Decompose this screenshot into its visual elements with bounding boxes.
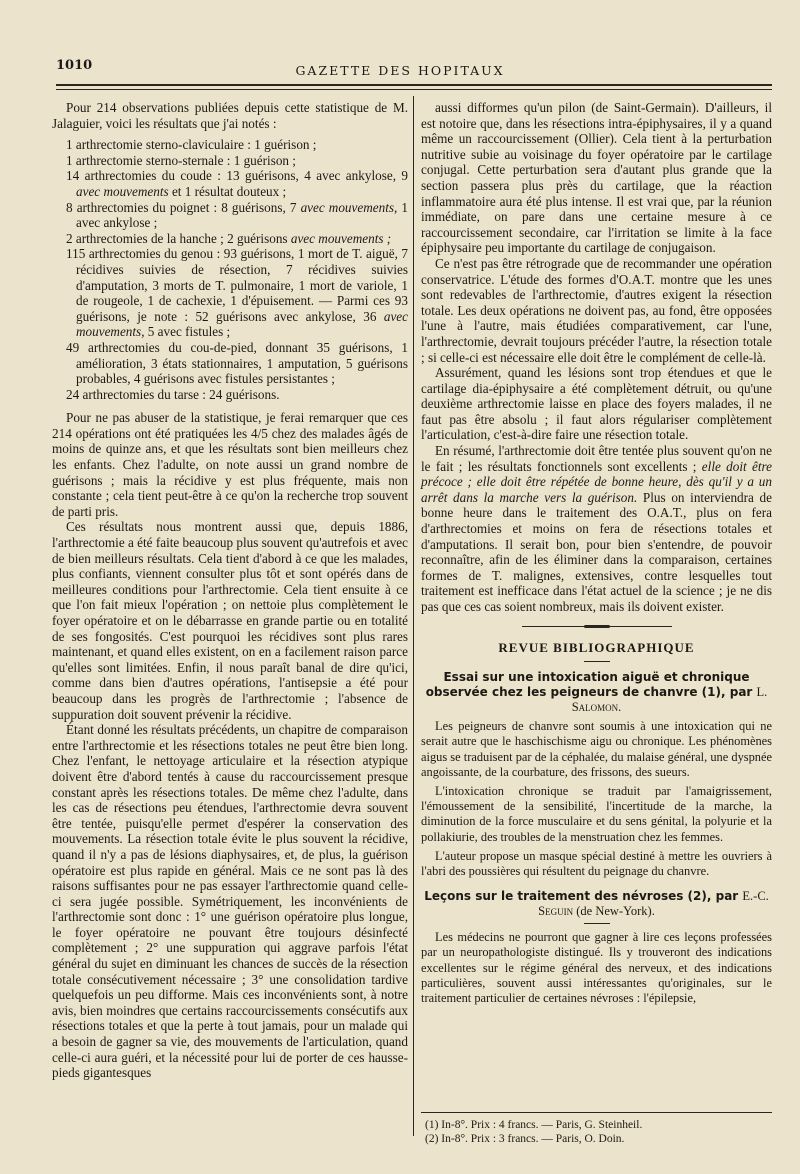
section-heading: REVUE BIBLIOGRAPHIQUE: [498, 639, 695, 655]
right-column: [421, 100, 772, 1010]
list-item: 115 arthrectomies du genou : 93 guérisons, 1 mort de T. aiguë, 7 récidives suivies de résection, 7 récidives suivies d'amputation, 3 morts de T. pulmonaire, 1 mort de variole, 1 de rougeole, 1 de cachexie, 1 d'épuisement. — Parmi ces 93 guérisons, je note : 52 guérisons avec ankylose, 36 avec mouvements, 5 avec fistules ;: [66, 246, 408, 340]
header-rule-thin: [56, 89, 772, 90]
list-item: 49 arthrectomies du cou-de-pied, donnant 35 guérisons, 1 amélioration, 3 états stationnaires, 1 amputation, 5 guérisons probables, 4 guérisons avec fistules persistantes ;: [66, 339, 408, 387]
running-head: GAZETTE DES HOPITAUX: [295, 63, 505, 78]
list-item: 24 arthrectomies du tarse : 24 guérisons.: [66, 386, 280, 402]
footnotes: [421, 1112, 772, 1146]
review-paragraph: Les peigneurs de chanvre sont soumis à une intoxication qui ne serait autre que le haschischisme aigu ou chronique. Les phénomènes aigus se traduisent par de la céphalée, du malaise général, une dyspnée angoissante, de la courbature, des frissons, des sueurs.: [421, 719, 772, 779]
review-title: Essai sur une intoxication aiguë et chronique observée chez les peigneurs de chanvre (1), par L. Salomon.: [425, 670, 768, 715]
page-number: 1010: [56, 58, 93, 73]
body-paragraph: Assurément, quand les lésions sont trop étendues et que le cartilage dia-épiphysaire a été complètement détruit, ou qu'une deuxième arthrectomie laisse en place des foyers malades, il ne faut pas être absolu ; il faut alors régulariser complètement l'articulation, c'est-à-dire faire une résection totale.: [421, 365, 772, 443]
body-paragraph: aussi difformes qu'un pilon (de Saint-Germain). D'ailleurs, il est notoire que, dans les résections intra-épiphysaires, il y a quand même un raccourcissement (Ollier). Cela tient à la perturbation nutritive subie au voisinage du foyer opératoire par le cartilage conjugal. Cette perturbation sera d'autant plus grande que la section passera plus près du cartilage, que la réaction inflammatoire aura été plus intense. Il est vrai que, par la réunion immédiate, on pare dans une certaine mesure à ce raccourcissement secondaire, car l'irritation se limite à la face épiphysaire peu importante du cartilage de conjugaison.: [421, 100, 772, 256]
review-title: Leçons sur le traitement des névroses (2), par E.-C. Seguin (de New-York).: [424, 889, 769, 919]
body-paragraph: Ces résultats nous montrent aussi que, depuis 1886, l'arthrectomie a été faite beaucoup plus souvent qu'autrefois et avec de bien meilleurs résultats. Cela tient d'abord à ce que les malades, plus confiants, viennent consulter plus tôt et sont opérés dans de meilleures conditions pour l'arthrectomie. Cela tient ensuite à ce que l'on fait mieux l'opération ; on nettoie plus complètement le foyer opératoire et on le débarrasse en grande partie ou en totalité de ses fongosités. C'est pourquoi les récidives sont plus rares maintenant, et quand elles existent, on en a facilement raison parce qu'elles sont limitées. Enfin, il nous paraît banal de dire qu'ici, comme dans bien d'autres opérations, l'antisepsie a été pour beaucoup dans les progrès de l'arthrectomie ; l'absence de suppuration doit souvent prévenir la récidive.: [52, 519, 408, 722]
intro-paragraph: Pour 214 observations publiées depuis cette statistique de M. Jalaguier, voici les résultats que j'ai notés :: [52, 100, 408, 131]
review-body: [421, 719, 772, 879]
heading-rule: [584, 661, 610, 662]
left-column: [52, 100, 408, 1081]
footnote: (1) In-8°. Prix : 4 francs. — Paris, G. Steinheil.: [425, 1119, 643, 1131]
review-paragraph: L'intoxication chronique se traduit par l'amaigrissement, l'émoussement de la sensibilité, l'incertitude de la marche, la diminution de la force musculaire et du sens génital, la polyurie et la pollakiurie, des troubles de la menstruation chez les femmes.: [421, 784, 772, 844]
heading-rule: [584, 923, 610, 924]
list-item: 14 arthrectomies du coude : 13 guérisons, 4 avec ankylose, 9 avec mouvements et 1 résultat douteux ;: [66, 168, 408, 199]
column-divider: [413, 96, 414, 1136]
review-body: [421, 930, 772, 1006]
statistics-list: [52, 137, 408, 402]
footnote: (2) In-8°. Prix : 3 francs. — Paris, O. Doin.: [425, 1133, 625, 1145]
list-item: 1 arthrectomie sterno-sternale : 1 guérison ;: [66, 152, 296, 168]
review-paragraph: Les médecins ne pourront que gagner à lire ces leçons professées par un neuropathologiste distingué. Ils y trouveront des indications excellentes sur le régime général des nerveux, et des indications particulières, souvent aussi intéressantes qu'originales, sur le traitement particulier de certaines névroses : l'épilepsie,: [421, 930, 772, 1006]
list-item: 1 arthrectomie sterno-claviculaire : 1 guérison ;: [66, 137, 317, 153]
footnote-rule: [421, 1112, 772, 1113]
body-paragraph: Étant donné les résultats précédents, un chapitre de comparaison entre l'arthrectomie et les résections totales ne peut être bien long. Chez l'enfant, le nettoyage articulaire et la résection atypique doivent être d'abord tentés à cause du raccourcissement presque constant après les résections totales. De même chez l'adulte, dans les cas de résections peu étendues, l'arthrectomie devra souvent être tentée, puisqu'elle permet d'espérer la conservation des mouvements. La résection totale évite le plus souvent la récidive, quand il n'y a pas de lésions diaphysaires, et, de plus, la guérison opératoire est plus rapide en général. Mais ce ne sont pas là des raisons suffisantes pour ne pas essayer l'arthrectomie quand celle-ci sera jugée possible. Symétriquement, les inconvénients de l'arthrectomie sont donc : 1° une guérison opératoire plus longue, le foyer opératoire ne pouvant être toujours désinfecté complètement ; 2° une suppuration qui aggrave parfois l'état général du sujet en diminuant les chances de succès de la résection totale consécutivement nécessaire ; 3° une consolidation tardive quelquefois un peu difforme. Mais ces inconvénients sont, à notre avis, bien moindres que certains raccourcissements consécutifs aux résections totales et que la perte à tout jamais, pour un malade qui a besoin de gagner sa vie, des mouvements de l'articulation, quand celle-ci aura guéri, et la nécessité pour lui de porter de ces hausse-pieds gigantesques: [52, 722, 408, 1081]
review-paragraph: L'auteur propose un masque spécial destiné à mettre les ouvriers à l'abri des poussières qui résultent du peignage du chanvre.: [421, 848, 772, 879]
body-paragraph: Pour ne pas abuser de la statistique, je ferai remarquer que ces 214 opérations ont été pratiquées les 4/5 chez des malades âgés de moins de quinze ans, et que les résultats sont bien meilleurs chez les enfants. Chez l'adulte, on note aussi un grand nombre de guérisons ; mais la récidive y est plus fréquente, mais non constante ; cela tient peut-être à ce qu'on la recherche trop souvent de parti pris.: [52, 410, 408, 519]
section-separator: [522, 625, 672, 628]
list-item: 8 arthrectomies du poignet : 8 guérisons, 7 avec mouvements, 1 avec ankylose ;: [66, 199, 408, 231]
list-item: 2 arthrectomies de la hanche ; 2 guérisons avec mouvements ;: [66, 230, 392, 246]
conclusion-paragraph: En résumé, l'arthrectomie doit être tentée plus souvent qu'on ne le fait ; les résultats fonctionnels sont excellents ; elle doit être précoce ; elle doit être répétée de bonne heure, dès qu'il y a un arrêt dans la marche vers la guérison. Plus on interviendra de bonne heure dans le traitement des O.A.T., plus on fera d'arthrectomies et moins on fera de résections totales et d'amputations. Il serait bon, pour bien s'entendre, de pouvoir reconnaître, afin de les éliminer dans la comparaison, certaines formes de T. malignes, extensives, contre lesquelles tout traitement est inefficace dans l'état actuel de la science ; je ne dis pas que ces cas soient nombreux, mais ils doivent exister.: [421, 443, 772, 614]
header-rule-thick: [56, 84, 772, 86]
body-paragraph: Ce n'est pas être rétrograde que de recommander une opération conservatrice. L'étude des formes d'O.A.T. montre que les unes sont redevables de l'arthrectomie, d'autres exigent la résection totale. Les deux opérations ne doivent pas, au fond, être opposées l'une à l'autre, mais étudiées comparativement, car l'une, l'arthrectomie, devrait toujours précéder l'autre, la résection totale ; si celle-ci est nécessaire elle doit être le complément de celle-là.: [421, 255, 772, 365]
